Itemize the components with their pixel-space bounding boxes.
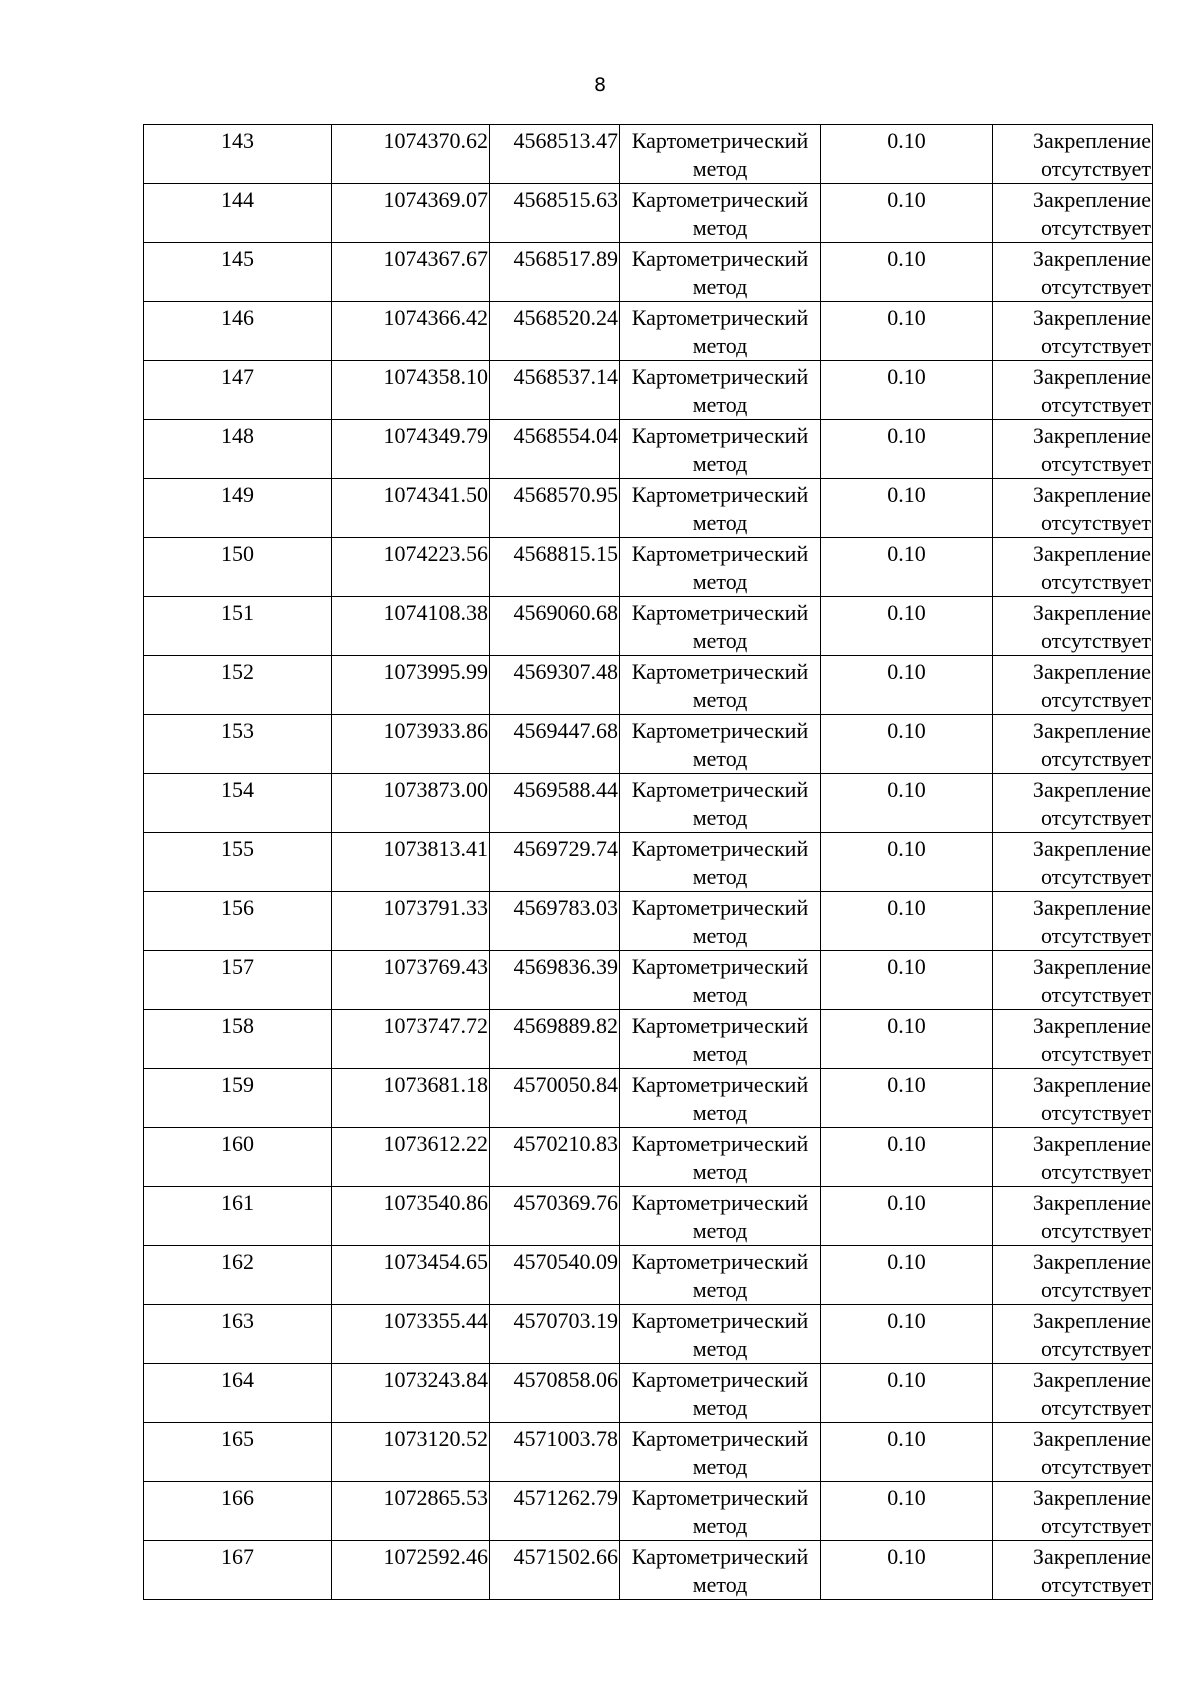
- method-cell: Картометрический метод: [620, 715, 821, 774]
- y-coordinate-cell: 4570210.83: [490, 1128, 620, 1187]
- method-cell: Картометрический метод: [620, 1187, 821, 1246]
- y-coordinate-cell: 4569729.74: [490, 833, 620, 892]
- table-row: [144, 951, 1153, 1010]
- point-number-cell: 146: [144, 302, 332, 361]
- y-coordinate-cell: 4568537.14: [490, 361, 620, 420]
- method-cell: Картометрический метод: [620, 597, 821, 656]
- method-cell: Картометрический метод: [620, 833, 821, 892]
- x-coordinate-cell: 1073243.84: [332, 1364, 490, 1423]
- point-number-cell: 150: [144, 538, 332, 597]
- fixing-cell: Закрепление отсутствует: [993, 1246, 1153, 1305]
- point-number-cell: 149: [144, 479, 332, 538]
- point-number-cell: 154: [144, 774, 332, 833]
- table-row: [144, 1187, 1153, 1246]
- fixing-cell: Закрепление отсутствует: [993, 538, 1153, 597]
- method-cell: Картометрический метод: [620, 1246, 821, 1305]
- method-cell: Картометрический метод: [620, 302, 821, 361]
- accuracy-cell: 0.10: [821, 538, 993, 597]
- table-row: [144, 1541, 1153, 1600]
- x-coordinate-cell: 1073120.52: [332, 1423, 490, 1482]
- fixing-cell: Закрепление отсутствует: [993, 597, 1153, 656]
- x-coordinate-cell: 1073681.18: [332, 1069, 490, 1128]
- fixing-cell: Закрепление отсутствует: [993, 243, 1153, 302]
- x-coordinate-cell: 1072865.53: [332, 1482, 490, 1541]
- table-row: [144, 361, 1153, 420]
- table-row: [144, 1010, 1153, 1069]
- fixing-cell: Закрепление отсутствует: [993, 125, 1153, 184]
- x-coordinate-cell: 1073747.72: [332, 1010, 490, 1069]
- fixing-cell: Закрепление отсутствует: [993, 1187, 1153, 1246]
- point-number-cell: 160: [144, 1128, 332, 1187]
- y-coordinate-cell: 4568515.63: [490, 184, 620, 243]
- y-coordinate-cell: 4570858.06: [490, 1364, 620, 1423]
- accuracy-cell: 0.10: [821, 892, 993, 951]
- y-coordinate-cell: 4569588.44: [490, 774, 620, 833]
- x-coordinate-cell: 1073612.22: [332, 1128, 490, 1187]
- fixing-cell: Закрепление отсутствует: [993, 1305, 1153, 1364]
- y-coordinate-cell: 4569783.03: [490, 892, 620, 951]
- accuracy-cell: 0.10: [821, 1128, 993, 1187]
- fixing-cell: Закрепление отсутствует: [993, 951, 1153, 1010]
- method-cell: Картометрический метод: [620, 1541, 821, 1600]
- table-row: [144, 1364, 1153, 1423]
- point-number-cell: 159: [144, 1069, 332, 1128]
- accuracy-cell: 0.10: [821, 1246, 993, 1305]
- x-coordinate-cell: 1074369.07: [332, 184, 490, 243]
- accuracy-cell: 0.10: [821, 774, 993, 833]
- method-cell: Картометрический метод: [620, 1010, 821, 1069]
- method-cell: Картометрический метод: [620, 184, 821, 243]
- method-cell: Картометрический метод: [620, 1482, 821, 1541]
- y-coordinate-cell: 4568570.95: [490, 479, 620, 538]
- method-cell: Картометрический метод: [620, 951, 821, 1010]
- table-row: [144, 1128, 1153, 1187]
- x-coordinate-cell: 1073769.43: [332, 951, 490, 1010]
- method-cell: Картометрический метод: [620, 892, 821, 951]
- accuracy-cell: 0.10: [821, 420, 993, 479]
- fixing-cell: Закрепление отсутствует: [993, 656, 1153, 715]
- point-number-cell: 161: [144, 1187, 332, 1246]
- x-coordinate-cell: 1073355.44: [332, 1305, 490, 1364]
- fixing-cell: Закрепление отсутствует: [993, 1364, 1153, 1423]
- method-cell: Картометрический метод: [620, 656, 821, 715]
- table-row: [144, 1246, 1153, 1305]
- point-number-cell: 153: [144, 715, 332, 774]
- table-row: [144, 479, 1153, 538]
- fixing-cell: Закрепление отсутствует: [993, 1423, 1153, 1482]
- fixing-cell: Закрепление отсутствует: [993, 184, 1153, 243]
- accuracy-cell: 0.10: [821, 243, 993, 302]
- x-coordinate-cell: 1074108.38: [332, 597, 490, 656]
- fixing-cell: Закрепление отсутствует: [993, 420, 1153, 479]
- table-row: [144, 1305, 1153, 1364]
- y-coordinate-cell: 4571502.66: [490, 1541, 620, 1600]
- y-coordinate-cell: 4570369.76: [490, 1187, 620, 1246]
- point-number-cell: 147: [144, 361, 332, 420]
- method-cell: Картометрический метод: [620, 1364, 821, 1423]
- point-number-cell: 151: [144, 597, 332, 656]
- y-coordinate-cell: 4568517.89: [490, 243, 620, 302]
- table-row: [144, 833, 1153, 892]
- method-cell: Картометрический метод: [620, 479, 821, 538]
- accuracy-cell: 0.10: [821, 125, 993, 184]
- accuracy-cell: 0.10: [821, 597, 993, 656]
- point-number-cell: 162: [144, 1246, 332, 1305]
- table-row: [144, 1482, 1153, 1541]
- x-coordinate-cell: 1073454.65: [332, 1246, 490, 1305]
- page-number: 8: [593, 74, 607, 96]
- point-number-cell: 156: [144, 892, 332, 951]
- accuracy-cell: 0.10: [821, 1423, 993, 1482]
- method-cell: Картометрический метод: [620, 538, 821, 597]
- y-coordinate-cell: 4568554.04: [490, 420, 620, 479]
- fixing-cell: Закрепление отсутствует: [993, 715, 1153, 774]
- table-row: [144, 184, 1153, 243]
- accuracy-cell: 0.10: [821, 833, 993, 892]
- accuracy-cell: 0.10: [821, 479, 993, 538]
- x-coordinate-cell: 1074349.79: [332, 420, 490, 479]
- fixing-cell: Закрепление отсутствует: [993, 1010, 1153, 1069]
- point-number-cell: 148: [144, 420, 332, 479]
- accuracy-cell: 0.10: [821, 184, 993, 243]
- x-coordinate-cell: 1074341.50: [332, 479, 490, 538]
- accuracy-cell: 0.10: [821, 1010, 993, 1069]
- x-coordinate-cell: 1073995.99: [332, 656, 490, 715]
- method-cell: Картометрический метод: [620, 774, 821, 833]
- fixing-cell: Закрепление отсутствует: [993, 892, 1153, 951]
- x-coordinate-cell: 1074367.67: [332, 243, 490, 302]
- point-number-cell: 164: [144, 1364, 332, 1423]
- accuracy-cell: 0.10: [821, 1069, 993, 1128]
- x-coordinate-cell: 1074223.56: [332, 538, 490, 597]
- x-coordinate-cell: 1074366.42: [332, 302, 490, 361]
- accuracy-cell: 0.10: [821, 1364, 993, 1423]
- y-coordinate-cell: 4568520.24: [490, 302, 620, 361]
- point-number-cell: 165: [144, 1423, 332, 1482]
- table-row: [144, 597, 1153, 656]
- x-coordinate-cell: 1074370.62: [332, 125, 490, 184]
- y-coordinate-cell: 4569307.48: [490, 656, 620, 715]
- accuracy-cell: 0.10: [821, 302, 993, 361]
- accuracy-cell: 0.10: [821, 1541, 993, 1600]
- point-number-cell: 152: [144, 656, 332, 715]
- fixing-cell: Закрепление отсутствует: [993, 302, 1153, 361]
- method-cell: Картометрический метод: [620, 361, 821, 420]
- method-cell: Картометрический метод: [620, 1423, 821, 1482]
- table-row: [144, 538, 1153, 597]
- accuracy-cell: 0.10: [821, 715, 993, 774]
- fixing-cell: Закрепление отсутствует: [993, 361, 1153, 420]
- table-row: [144, 1423, 1153, 1482]
- fixing-cell: Закрепление отсутствует: [993, 774, 1153, 833]
- point-number-cell: 145: [144, 243, 332, 302]
- point-number-cell: 157: [144, 951, 332, 1010]
- method-cell: Картометрический метод: [620, 1305, 821, 1364]
- method-cell: Картометрический метод: [620, 243, 821, 302]
- x-coordinate-cell: 1072592.46: [332, 1541, 490, 1600]
- coordinates-table: [143, 124, 1153, 1600]
- point-number-cell: 155: [144, 833, 332, 892]
- point-number-cell: 167: [144, 1541, 332, 1600]
- point-number-cell: 144: [144, 184, 332, 243]
- y-coordinate-cell: 4569836.39: [490, 951, 620, 1010]
- table-row: [144, 715, 1153, 774]
- table-row: [144, 125, 1153, 184]
- y-coordinate-cell: 4568513.47: [490, 125, 620, 184]
- point-number-cell: 143: [144, 125, 332, 184]
- x-coordinate-cell: 1074358.10: [332, 361, 490, 420]
- accuracy-cell: 0.10: [821, 1187, 993, 1246]
- table-row: [144, 892, 1153, 951]
- point-number-cell: 163: [144, 1305, 332, 1364]
- y-coordinate-cell: 4568815.15: [490, 538, 620, 597]
- y-coordinate-cell: 4570540.09: [490, 1246, 620, 1305]
- y-coordinate-cell: 4571262.79: [490, 1482, 620, 1541]
- method-cell: Картометрический метод: [620, 420, 821, 479]
- table-row: [144, 774, 1153, 833]
- table-row: [144, 1069, 1153, 1128]
- fixing-cell: Закрепление отсутствует: [993, 1069, 1153, 1128]
- fixing-cell: Закрепление отсутствует: [993, 1482, 1153, 1541]
- table-row: [144, 302, 1153, 361]
- method-cell: Картометрический метод: [620, 125, 821, 184]
- x-coordinate-cell: 1073873.00: [332, 774, 490, 833]
- fixing-cell: Закрепление отсутствует: [993, 1541, 1153, 1600]
- accuracy-cell: 0.10: [821, 1482, 993, 1541]
- y-coordinate-cell: 4570050.84: [490, 1069, 620, 1128]
- y-coordinate-cell: 4569447.68: [490, 715, 620, 774]
- table-row: [144, 656, 1153, 715]
- accuracy-cell: 0.10: [821, 656, 993, 715]
- method-cell: Картометрический метод: [620, 1128, 821, 1187]
- fixing-cell: Закрепление отсутствует: [993, 479, 1153, 538]
- y-coordinate-cell: 4569060.68: [490, 597, 620, 656]
- point-number-cell: 166: [144, 1482, 332, 1541]
- x-coordinate-cell: 1073933.86: [332, 715, 490, 774]
- y-coordinate-cell: 4569889.82: [490, 1010, 620, 1069]
- y-coordinate-cell: 4570703.19: [490, 1305, 620, 1364]
- table-row: [144, 420, 1153, 479]
- x-coordinate-cell: 1073540.86: [332, 1187, 490, 1246]
- accuracy-cell: 0.10: [821, 361, 993, 420]
- y-coordinate-cell: 4571003.78: [490, 1423, 620, 1482]
- method-cell: Картометрический метод: [620, 1069, 821, 1128]
- fixing-cell: Закрепление отсутствует: [993, 1128, 1153, 1187]
- x-coordinate-cell: 1073791.33: [332, 892, 490, 951]
- coordinates-table-body: [144, 125, 1153, 1600]
- point-number-cell: 158: [144, 1010, 332, 1069]
- fixing-cell: Закрепление отсутствует: [993, 833, 1153, 892]
- table-row: [144, 243, 1153, 302]
- accuracy-cell: 0.10: [821, 1305, 993, 1364]
- accuracy-cell: 0.10: [821, 951, 993, 1010]
- x-coordinate-cell: 1073813.41: [332, 833, 490, 892]
